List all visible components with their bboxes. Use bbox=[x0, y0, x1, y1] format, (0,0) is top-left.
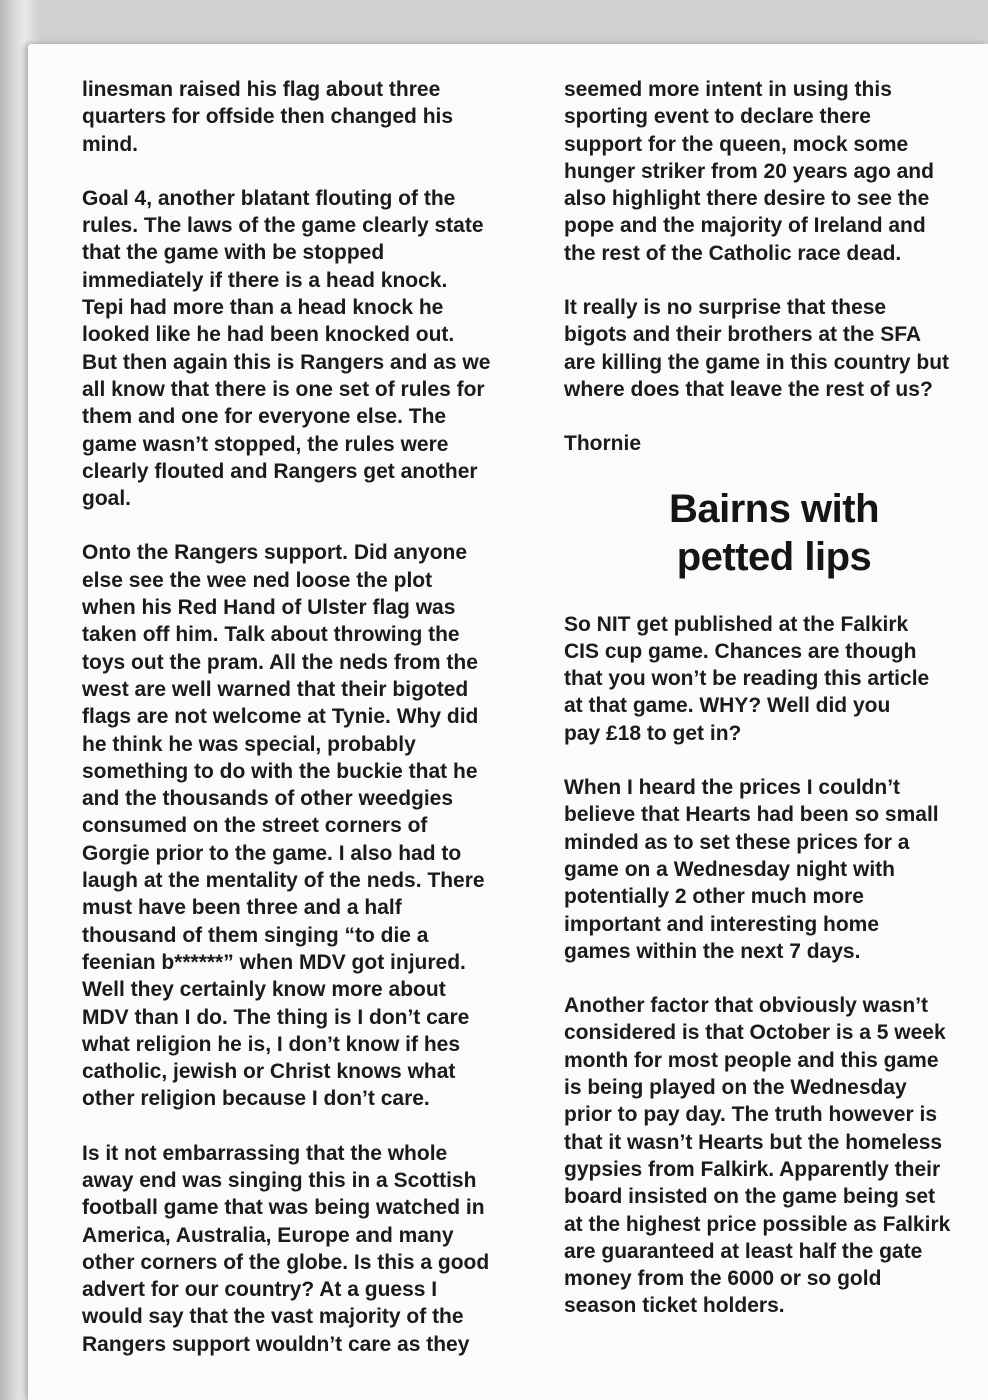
left-paragraph-4: Is it not embarrassing that the whole away end was singing this in a Scottish football game that was being watched in America, Australia, Europe and many other corners of the globe. Is this a good advert for our country? At a guess I would say that the vast majority of the Rangers support wouldn’t care as they bbox=[82, 1141, 490, 1356]
right-paragraph-4: When I heard the prices I couldn’t believe that Hearts had been so small minded as to set these prices for a game on a Wednesday night with potentially 2 other much more important and interesting home games within the next 7 days. bbox=[564, 776, 939, 963]
right-paragraph-1: seemed more intent in using this sporting event to declare there support for the queen, mock some hunger striker from 20 years ago and also highlight there desire to see the pope and the majority of Ireland and the rest of the Catholic race dead. bbox=[564, 78, 934, 265]
right-paragraph-5: Another factor that obviously wasn’t considered is that October is a 5 week month for most people and this game is being played on the Wednesday prior to pay day. The truth however is that it wasn’t Hearts but the homeless gypsies from Falkirk. Apparently their board insisted on the game being set at the highest price possible as Falkirk are guaranteed at least half the gate money from the 6000 or so gold season ticket holders. bbox=[564, 994, 951, 1318]
article-headline: Bairns with petted lips bbox=[668, 486, 880, 579]
magazine-page bbox=[28, 44, 988, 1400]
right-column bbox=[564, 76, 984, 1320]
left-paragraph-3: Onto the Rangers support. Did anyone else see the wee ned loose the plot when his Red Hand of Ulster flag was taken off him. Talk about throwing the toys out the pram. All the neds from the west are well warned that their bigoted flags are not welcome at Tynie. Why did he think he was special, probably something to do with the buckie that he and the thousands of other weedgies consumed on the street corners of Gorgie prior to the game. I also had to laugh at the mentality of the neds. There must have been three and a half thousand of them singing “to die a feenian b******” when MDV got injured. Well they certainly know more about MDV than I do. The thing is I don’t care what religion he is, I don’t know if hes catholic, jewish or Christ knows what other religion because I don’t care. bbox=[82, 541, 485, 1111]
right-paragraph-3: So NIT get published at the Falkirk CIS cup game. Chances are though that you won’t be reading this article at that game. WHY? Well did you pay £18 to get in? bbox=[564, 612, 930, 745]
left-paragraph-1: linesman raised his flag about three quarters for offside then changed his mind. bbox=[82, 78, 454, 156]
left-paragraph-2: Goal 4, another blatant flouting of the rules. The laws of the game clearly state that the game with be stopped immediately if there is a head knock. Tepi had more than a head knock he looked like he had been knocked out. But then again this is Rangers and as we all know that there is one set of rules for them and one for everyone else. The game wasn’t stopped, the rules were clearly flouted and Rangers get another goal. bbox=[82, 186, 491, 511]
article-signature: Thornie bbox=[564, 432, 641, 456]
left-column bbox=[82, 76, 542, 1358]
right-paragraph-2: It really is no surprise that these bigots and their brothers at the SFA are killing the game in this country but where does that leave the rest of us? bbox=[564, 296, 950, 401]
